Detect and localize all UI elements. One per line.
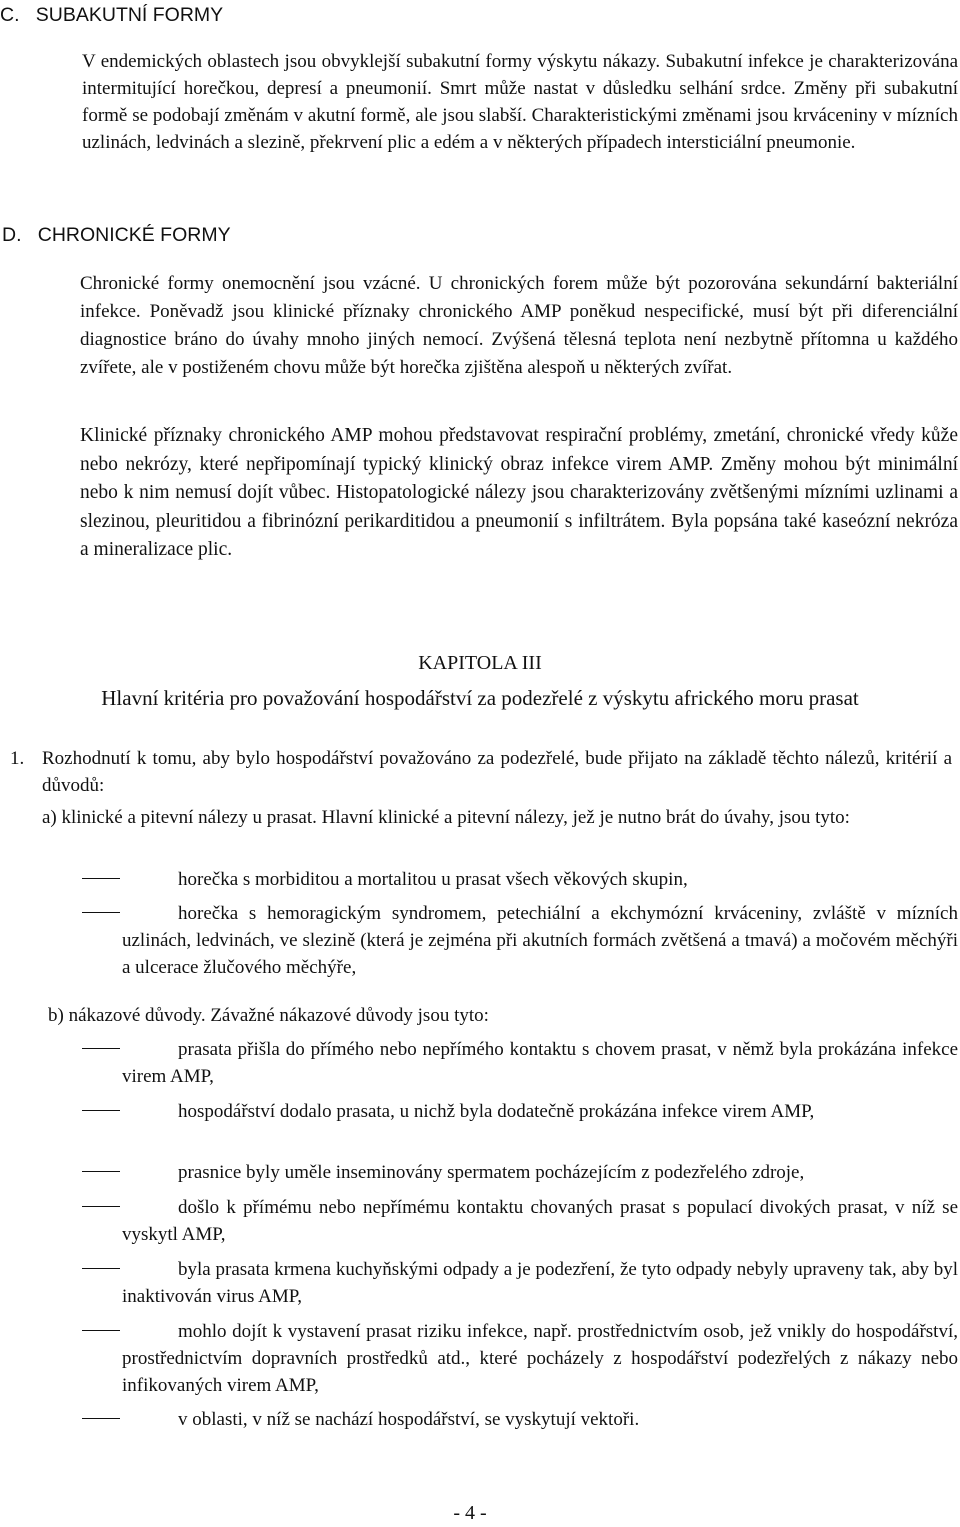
dash-marker [82,1268,120,1269]
item-a-intro: a) klinické a pitevní nálezy u prasat. Hlavní klinické a pitevní nálezy, jež je nutno brát do úvahy, jsou tyto: [42,807,850,828]
item-1-number: 1. [10,748,25,769]
page-number: - 4 - [453,1502,487,1524]
chapter-title: Hlavní kritéria pro považování hospodářství za podezřelé z výskytu afrického moru prasat [101,686,859,710]
dash-marker [82,1418,120,1419]
section-d-paragraph-2: Klinické příznaky chronického AMP mohou představovat respirační problémy, zmetání, chronické vředy kůže nebo nekrózy, které nepřipomínají typický klinický obraz infekce virem AMP. Změny mohou být minimální nebo k nim nemusí dojít vůbec. Histopatologické nálezy jsou charakterizovány zvětšenými mízními uzlinami a slezinou, pleuritidou a fibrinózní perikarditidou a pneumonií s infiltrátem. Byla popsána také kaseózní nekróza a mineralizace plic. [80,425,958,560]
item-b-bullet-1: prasata přišla do přímého nebo nepřímého kontaktu s chovem prasat, v němž byla prokázána infekce virem AMP, [122,1039,958,1087]
dash-marker [82,1206,120,1207]
section-d-paragraph-1: Chronické formy onemocnění jsou vzácné. U chronických forem může být pozorována sekundární bakteriální infekce. Poněvadž jsou klinické příznaky chronického AMP poněkud nespecifické, musí být při diferenciální diagnostice bráno do úvahy mnoho jiných nemocí. Zvýšená tělesná teplota není nezbytně přítomna u každého zvířete, ale v postiženém chovu může být horečka zjištěna alespoň u některých zvířat. [80,273,958,378]
item-b-bullet-4: došlo k přímému nebo nepřímému kontaktu chovaných prasat s populací divokých prasat, v níž se vyskytl AMP, [122,1197,958,1245]
dash-marker [82,1110,120,1111]
dash-marker [82,1330,120,1331]
item-b-bullet-2: hospodářství dodalo prasata, u nichž byla dodatečně prokázána infekce virem AMP, [178,1101,815,1122]
item-b-bullet-6: mohlo dojít k vystavení prasat riziku infekce, např. prostřednictvím osob, jež vnikly do hospodářství, prostřednictvím dopravních prostředků atd., které pocházely z hospodářství podezřelých z nákazy nebo infikovaných virem AMP, [122,1321,958,1396]
item-b-intro: b) nákazové důvody. Závažné nákazové důvody jsou tyto: [48,1005,489,1026]
item-b-bullet-7: v oblasti, v níž se nachází hospodářství, se vyskytují vektoři. [178,1409,640,1430]
dash-marker [82,912,120,913]
item-a-bullet-2: horečka s hemoragickým syndromem, petechiální a ekchymózní krváceniny, zvláště v mízních uzlinách, ledvinách, ve slezině (která je zejména při akutních formách zvětšená a tmavá) a močovém měchýři a ulcerace žlučového měchýře, [122,903,958,978]
section-d-heading: D. CHRONICKÉ FORMY [2,224,231,246]
section-c-heading: C. SUBAKUTNÍ FORMY [0,4,224,26]
item-1-text: Rozhodnutí k tomu, aby bylo hospodářství považováno za podezřelé, bude přijato na základě těchto nálezů, kritérií a důvodů: [42,748,952,796]
dash-marker [82,1171,120,1172]
dash-marker [82,878,120,879]
dash-marker [82,1048,120,1049]
item-b-bullet-5: byla prasata krmena kuchyňskými odpady a je podezření, že tyto odpady nebyly upraveny tak, aby byl inaktivován virus AMP, [122,1259,958,1307]
chapter-label: KAPITOLA III [418,652,542,674]
item-a-bullet-1: horečka s morbiditou a mortalitou u prasat všech věkových skupin, [178,869,688,890]
section-c-paragraph: V endemických oblastech jsou obvyklejší subakutní formy výskytu nákazy. Subakutní infekce je charakterizována intermitující horečkou, depresí a pneumonií. Smrt může nastat v důsledku selhání srdce. Změny při subakutní formě se podobají změnám v akutní formě, ale jsou slabší. Charakteristickými změnami jsou krváceniny v mízních uzlinách, ledvinách a slezině, překrvení plic a edém a v některých případech intersticiální pneumonie. [82,51,958,153]
item-b-bullet-3: prasnice byly uměle inseminovány spermatem pocházejícím z podezřelého zdroje, [178,1162,805,1183]
